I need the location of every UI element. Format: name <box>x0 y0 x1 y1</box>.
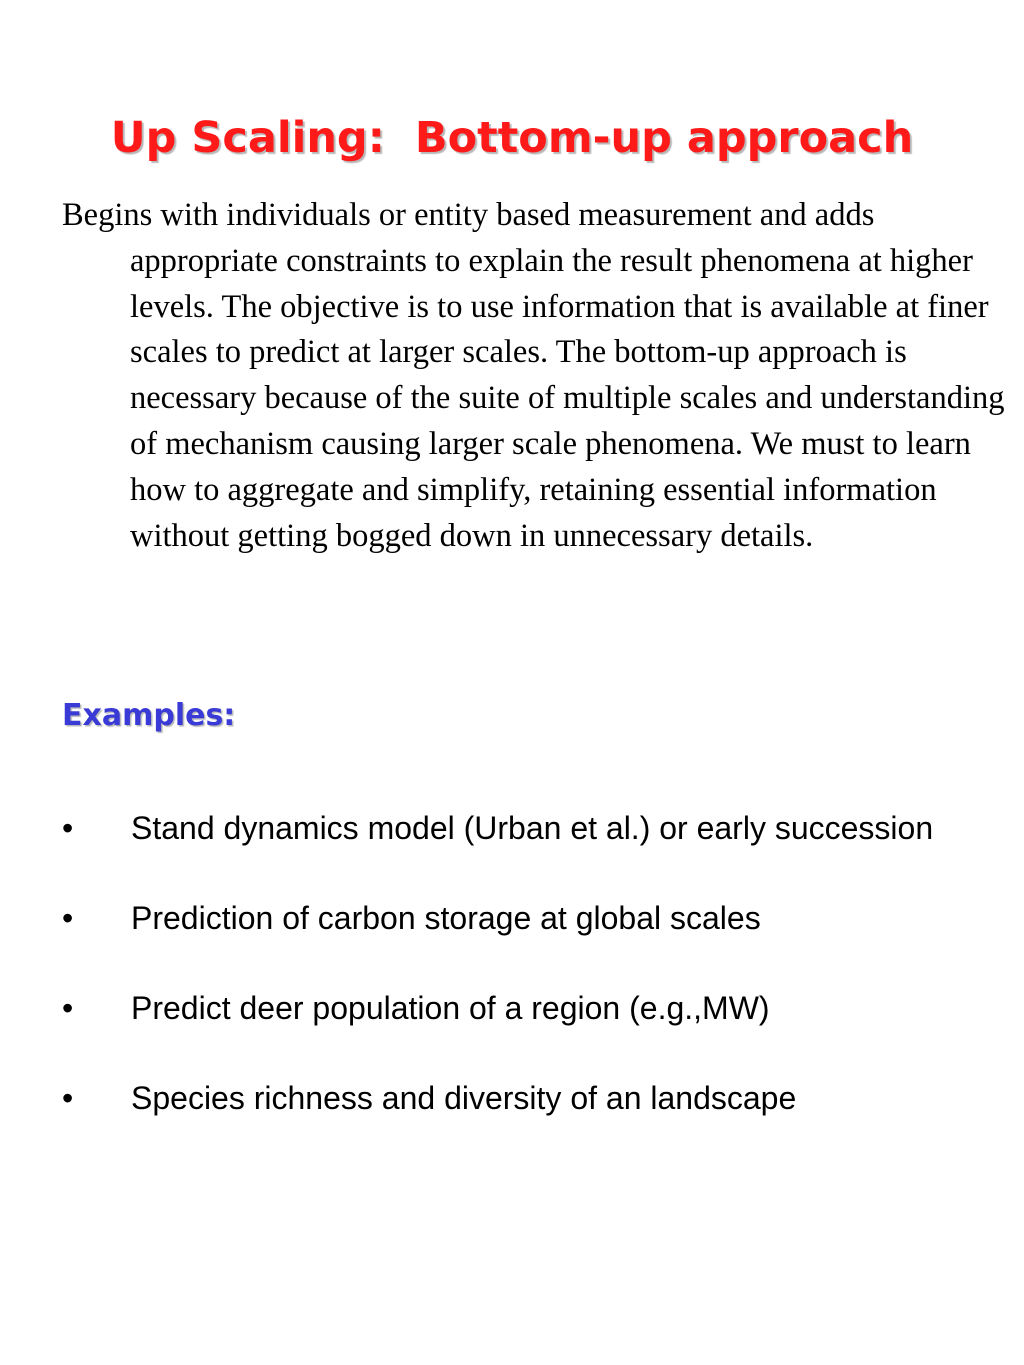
list-item-text: Species richness and diversity of an landscape <box>131 1080 797 1116</box>
list-item <box>62 986 962 1031</box>
list-item-text: Prediction of carbon storage at global scales <box>131 900 761 936</box>
slide-title: Up Scaling: Bottom-up approach <box>110 113 914 163</box>
list-item-text: Stand dynamics model (Urban et al.) or early succession <box>131 810 934 846</box>
body-paragraph: Begins with individuals or entity based measurement and adds appropriate constraints to explain the result phenomena at higher levels. The objective is to use information that is available at finer scales to predict at larger scales. The bottom-up approach is necessary because of the suite of multiple scales and understanding of mechanism causing larger scale phenomena. We must to learn how to aggregate and simplify, retaining essential information without getting bogged down in unnecessary details. <box>62 197 1005 554</box>
bullet-icon: • <box>62 900 74 936</box>
list-item-text: Predict deer population of a region (e.g.,MW) <box>131 990 770 1026</box>
bullet-icon: • <box>62 990 74 1026</box>
list-item <box>62 806 962 851</box>
bullet-icon: • <box>62 810 74 846</box>
bullet-icon: • <box>62 1080 74 1116</box>
list-item <box>62 1076 962 1121</box>
list-item <box>62 896 962 941</box>
examples-list <box>62 806 962 1121</box>
examples-heading: Examples: <box>62 698 236 733</box>
